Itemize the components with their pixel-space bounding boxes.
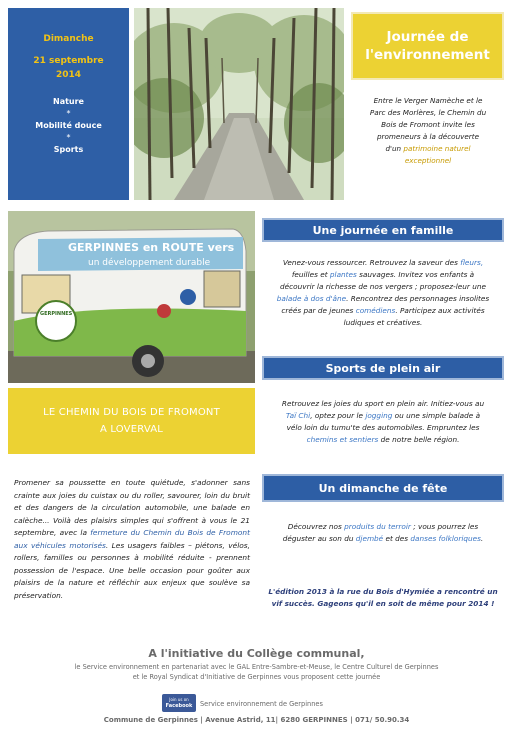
section-famille-header <box>262 218 504 242</box>
topic-nature: Nature <box>53 97 84 106</box>
chemin-banner <box>8 388 255 454</box>
sports-keyword: chemins et sentiers <box>306 435 379 444</box>
intro-highlight: patrimoine naturel <box>403 144 471 153</box>
sports-text: , optez pour le <box>310 411 366 420</box>
body-text-2: . Les usagers faibles – piétons, vélos, rollers, familles ou personnes à mobilité réduite - prennent possession de l'espace. Une belle occasion pour goûter aux plaisirs de la nature et réfléchir aux enjeux que soulève sa préservation. <box>14 540 251 600</box>
intro-line <box>352 143 504 155</box>
event-title <box>351 12 504 80</box>
body-text-1: Promener sa poussette en toute quiétude, s'adonner sans crainte aux joies du cuistax ou du roller, savourer, loin du bruit et des dangers de la circulation automobile, une balade en calèche... Voilà des plaisirs simples qui s'offrent à vous le 21 septembre, avec la <box>14 478 250 537</box>
famille-line <box>262 269 504 281</box>
fete-text: et des <box>383 534 411 543</box>
success-line-1: L'édition 2013 à la rue du Bois d'Hymiée a rencontré un <box>268 587 498 596</box>
forest-illustration <box>134 8 344 200</box>
day: Dimanche <box>43 34 94 44</box>
famille-line: découvrir la richesse de nos vergers ; proposez-leur une <box>280 282 486 291</box>
chemin-line-1: LE CHEMIN DU BOIS DE FROMONT <box>43 407 220 418</box>
famille-keyword: balade à dos d'âne <box>276 294 347 303</box>
fete-keyword: djembé <box>355 534 384 543</box>
title-line-1: Journée de <box>386 29 469 45</box>
famille-line <box>262 293 504 305</box>
facebook-label: Facebook <box>165 703 193 709</box>
sports-line <box>262 434 504 446</box>
sports-keyword: Taï Chi <box>285 411 311 420</box>
contact-line: Commune de Gerpinnes | Avenue Astrid, 11| 6280 GERPINNES | 071/ 50.90.34 <box>103 716 410 724</box>
footer-partners-line-2: et le Royal Syndicat d'Initiative de Gerpinnes vous proposent cette journée <box>132 673 381 681</box>
caravan-photo <box>8 211 255 383</box>
fete-text: déguster au son du <box>282 534 356 543</box>
body-paragraph <box>14 477 250 602</box>
facebook-badge[interactable] <box>162 694 196 712</box>
facebook-small-text: Join us on <box>169 697 189 702</box>
caravan-banner-sub: un développement durable <box>88 258 211 268</box>
footer-initiative: A l'initiative du Collège communal, <box>148 647 365 660</box>
separator-2: * <box>66 133 71 142</box>
famille-keyword: plantes <box>329 270 357 279</box>
date: 21 septembre <box>33 56 104 66</box>
fete-line <box>262 521 504 533</box>
footer-partners <box>0 662 513 682</box>
topic-sports: Sports <box>53 145 84 154</box>
intro-line: Entre le Verger Namèche et le <box>373 96 483 105</box>
title-line-2: l'environnement <box>365 47 490 63</box>
famille-keyword: comédiens <box>355 306 396 315</box>
body-highlight: fermeture du Chemin du Bois de Fromont aux véhicules motorisés <box>14 528 250 550</box>
intro-text <box>352 95 504 167</box>
famille-text: créés par de jeunes <box>281 306 356 315</box>
famille-text: feuilles <box>291 270 318 279</box>
famille-line <box>262 305 504 317</box>
year: 2014 <box>55 70 82 80</box>
famille-keyword: fleurs, <box>460 258 484 267</box>
fete-keyword: produits du terroir <box>344 522 411 531</box>
famille-line: ludiques et créatives. <box>343 318 423 327</box>
chemin-line-2: A LOVERVAL <box>99 424 164 435</box>
separator-1: * <box>66 109 71 118</box>
famille-text: . Rencontrez des personnages insolites <box>346 294 490 303</box>
sports-text: de notre belle région. <box>378 435 460 444</box>
sports-line <box>262 410 504 422</box>
section-sports-header <box>262 356 504 380</box>
fete-text: . <box>480 534 484 543</box>
sports-line: vélo loin du tumu'te des automobiles. Empruntez les <box>286 423 480 432</box>
forest-photo <box>134 8 344 200</box>
section-famille-text <box>262 257 504 329</box>
famille-text: et <box>317 270 330 279</box>
caravan-logo-text: GERPINNES <box>40 311 73 317</box>
section-fete-title: Un dimanche de fête <box>318 481 448 495</box>
section-fete-header <box>262 474 504 502</box>
sports-keyword: jogging <box>365 411 393 420</box>
success-note <box>262 586 504 610</box>
sports-text: ou une simple balade à <box>392 411 481 420</box>
date-box <box>8 8 129 200</box>
intro-highlight: exceptionnel <box>404 156 452 165</box>
section-fete-text <box>262 521 504 545</box>
famille-line <box>262 257 504 269</box>
topic-mobilite: Mobilité douce <box>35 121 102 130</box>
intro-line: Bois de Fromont invite les <box>381 120 475 129</box>
famille-text: . Participez aux activités <box>395 306 485 315</box>
intro-line: Parc des Morlères, le Chemin du <box>369 108 487 117</box>
section-famille-title: Une journée en famille <box>312 223 454 237</box>
fete-text: ; vous pourrez les <box>410 522 479 531</box>
section-sports-title: Sports de plein air <box>325 361 441 375</box>
caravan-banner-title: GERPINNES en ROUTE vers <box>68 241 235 254</box>
facebook-page-name: Service environnement de Gerpinnes <box>200 700 323 708</box>
famille-text: Venez-vous ressourcer. Retrouvez la saveur des <box>282 258 461 267</box>
famille-text: sauvages. Invitez vos enfants à <box>356 270 475 279</box>
section-sports-text <box>262 398 504 446</box>
success-line-2: vif succès. Gageons qu'il en soit de même pour 2014 ! <box>271 599 495 608</box>
sports-line: Retrouvez les joies du sport en plein air. Initiez-vous au <box>281 399 485 408</box>
footer-partners-line-1: le Service environnement en partenariat avec le GAL Entre-Sambre-et-Meuse, le Centre Culturel de Gerpinnes <box>74 663 439 671</box>
intro-text-part: d'un <box>385 144 404 153</box>
intro-line: promeneurs à la découverte <box>377 132 479 141</box>
fete-text: Découvrez nos <box>287 522 345 531</box>
caravan-illustration <box>8 211 255 383</box>
fete-keyword: danses folkloriques <box>410 534 481 543</box>
fete-line <box>262 533 504 545</box>
